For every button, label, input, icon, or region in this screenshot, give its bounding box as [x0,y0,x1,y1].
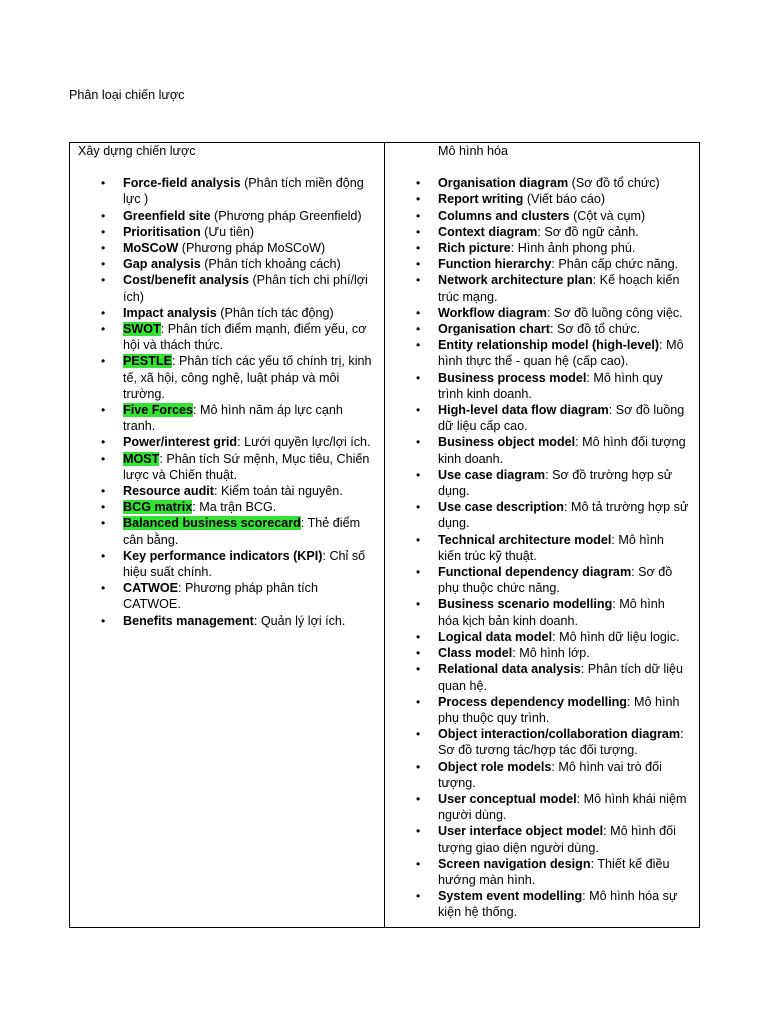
bullet-icon: • [101,613,106,628]
list-item [385,240,699,256]
item-description: (Phương pháp MoSCoW) [178,241,326,256]
item-description: : Phân cấp chức năng. [551,257,679,272]
list-item [385,272,699,304]
bullet-icon: • [101,500,106,515]
bullet-icon: • [101,354,106,369]
item-term: Prioritisation [123,224,201,239]
bullet-icon: • [416,500,421,515]
item-term: Context diagram [438,224,538,239]
item-description: : Thiết kế điều hướng màn hình. [438,856,670,887]
item-description: : Phương pháp phân tích CATWOE. [123,581,318,612]
bullet-icon: • [416,208,421,223]
item-term: System event modelling [438,889,583,904]
item-term: Use case diagram [438,467,546,482]
item-term: Functional dependency diagram [438,565,632,580]
list-item [385,856,699,888]
item-term: Workflow diagram [438,305,547,320]
item-description: : Mô hình đối tượng giao diện người dùng. [438,824,676,855]
item-description: : Hình ảnh phong phú. [510,241,636,256]
bullet-icon: • [416,662,421,677]
right-bullet-list [385,175,699,920]
bullet-icon: • [101,484,106,499]
list-item [385,321,699,337]
item-term: MoSCoW [123,241,179,256]
item-description: : Sơ đồ trường hợp sử dụng. [438,467,673,499]
bullet-icon: • [416,322,421,337]
item-description: : Mô hình kiến trúc kỹ thuật. [438,532,664,563]
item-description: : Mô hình hóa kịch bản kinh doanh. [438,597,665,628]
item-term: Use case description [438,500,564,515]
list-item [385,759,699,791]
item-description: : Mô hình dữ liệu logic. [552,629,680,644]
list-item [70,321,384,353]
item-term: CATWOE [123,581,179,596]
item-description: : Sơ đồ ngữ cảnh. [537,224,639,239]
item-description: : Sơ đồ tổ chức. [549,322,641,337]
list-item [385,564,699,596]
bullet-icon: • [416,192,421,207]
bullet-icon: • [101,305,106,320]
bullet-icon: • [416,305,421,320]
bullet-icon: • [101,257,106,272]
list-item [70,515,384,547]
item-description: : Mô hình vai trò đối tượng. [438,759,662,790]
item-term: Key performance indicators (KPI) [123,548,323,563]
item-term: Business process model [438,370,587,385]
item-description: (Phân tích miền động lực ) [123,176,364,207]
list-item [385,694,699,726]
item-description: : Mô hình thực thể - quan hệ (cấp cao). [438,338,684,369]
list-item [70,613,384,629]
item-term: Process dependency modelling [438,694,627,709]
bullet-icon: • [416,273,421,288]
bullet-icon: • [416,532,421,547]
list-item [70,256,384,272]
list-item [70,305,384,321]
list-item [385,305,699,321]
item-term: Five Forces [123,403,193,418]
list-item [385,823,699,855]
item-description: (Sơ đồ tổ chức) [568,176,660,191]
bullet-icon: • [416,727,421,742]
bullet-icon: • [416,338,421,353]
item-term: Balanced business scorecard [123,516,301,531]
list-item [385,370,699,402]
item-description: (Cột và cụm) [569,208,646,223]
left-column-cell [70,143,385,928]
item-description: : Kế hoạch kiến trúc mạng. [438,273,680,304]
list-item [385,208,699,224]
bullet-icon: • [416,889,421,904]
bullet-icon: • [416,824,421,839]
item-description: : Mô hình đối tượng kinh doanh. [438,435,686,466]
item-term: Network architecture plan [438,273,593,288]
bullet-icon: • [101,451,106,466]
document-title: Phân loại chiến lược [69,88,185,102]
item-description: : Quản lý lợi ích. [253,613,346,628]
list-item [385,402,699,434]
item-description: : Mô hình lớp. [512,646,590,661]
bullet-icon: • [416,565,421,580]
item-term: Business object model [438,435,576,450]
item-description: : Sơ đồ luồng công việc. [546,305,683,320]
item-description: (Viết báo cáo) [523,192,606,207]
item-term: Columns and clusters [438,208,570,223]
bullet-icon: • [101,273,106,288]
list-item [70,402,384,434]
list-item [385,645,699,661]
item-description: : Mô tả trường hợp sử dụng. [438,500,689,531]
bullet-icon: • [101,224,106,239]
bullet-icon: • [416,791,421,806]
list-item [385,726,699,758]
item-term: Class model [438,646,513,661]
item-term: Rich picture [438,241,511,256]
bullet-icon: • [416,176,421,191]
list-item [385,791,699,823]
item-term: Power/interest grid [123,435,238,450]
item-term: Organisation chart [438,322,550,337]
item-description: : Mô hình quy trình kinh doanh. [438,370,663,401]
item-description: : Phân tích các yếu tố chính trị, kinh tế, xã hội, công nghệ, luật pháp và môi trường. [123,354,372,401]
item-term: User interface object model [438,824,604,839]
item-description: (Ưu tiên) [200,224,255,239]
item-term: Technical architecture model [438,532,612,547]
item-term: Organisation diagram [438,176,569,191]
item-description: (Phương pháp Greenfield) [210,208,362,223]
item-term: Greenfield site [123,208,211,223]
list-item [385,337,699,369]
list-item [385,224,699,240]
list-item [70,548,384,580]
list-item [70,224,384,240]
list-item [385,256,699,272]
bullet-icon: • [416,435,421,450]
item-description: : Chỉ số hiệu suất chính. [123,548,366,580]
bullet-icon: • [416,629,421,644]
item-description: : Kiểm toán tài nguyên. [213,484,343,499]
list-item [385,191,699,207]
item-term: Resource audit [123,484,214,499]
item-description: : Mô hình năm áp lực cạnh tranh. [123,403,343,434]
item-term: Screen navigation design [438,856,591,871]
list-item [70,434,384,450]
item-description: : Mô hình khái niệm người dùng. [438,791,687,823]
item-description: : Sơ đồ tương tác/hợp tác đối tượng. [438,727,684,758]
list-item [385,888,699,920]
bullet-icon: • [416,224,421,239]
item-description: : Sơ đồ phụ thuộc chức năng. [438,565,673,596]
bullet-icon: • [101,516,106,531]
item-term: BCG matrix [123,500,193,515]
item-term: Logical data model [438,629,553,644]
item-term: Object interaction/collaboration diagram [438,727,681,742]
table-row [70,143,700,928]
item-term: Entity relationship model (high-level) [438,338,660,353]
item-description: : Phân tích điểm mạnh, điểm yếu, cơ hội và thách thức. [123,322,367,353]
list-item [70,208,384,224]
item-term: Benefits management [123,613,254,628]
bullet-icon: • [416,370,421,385]
right-column-cell [385,143,700,928]
list-item [385,175,699,191]
item-term: Force-field analysis [123,176,241,191]
bullet-icon: • [101,208,106,223]
list-item [385,434,699,466]
item-term: Business scenario modelling [438,597,613,612]
strategy-table [69,142,700,928]
bullet-icon: • [416,241,421,256]
bullet-icon: • [101,581,106,596]
item-description: : Phân tích Sứ mệnh, Mục tiêu, Chiến lược và Chiến thuật. [123,451,370,482]
item-term: Gap analysis [123,257,201,272]
item-description: : Ma trận BCG. [192,500,277,515]
item-description: : Sơ đồ luồng dữ liệu cấp cao. [438,403,685,434]
item-term: User conceptual model [438,791,577,806]
item-description: : Mô hình phụ thuộc quy trình. [438,694,680,725]
item-description: (Phân tích chi phí/lợi ích) [123,273,368,304]
item-term: SWOT [123,322,161,337]
list-item [385,661,699,693]
list-item [70,499,384,515]
right-column-heading: Mô hình hóa [438,144,509,158]
list-item [70,240,384,256]
item-term: Cost/benefit analysis [123,273,249,288]
bullet-icon: • [101,403,106,418]
bullet-icon: • [416,646,421,661]
list-item [70,483,384,499]
list-item [70,175,384,207]
item-description: : Thẻ điểm cân bằng. [123,516,361,547]
list-item [70,451,384,483]
bullet-icon: • [416,597,421,612]
list-item [385,596,699,628]
item-description: (Phân tích khoảng cách) [200,257,341,272]
left-bullet-list [70,175,384,629]
item-description: : Phân tích dữ liệu quan hệ. [438,662,684,693]
item-term: Function hierarchy [438,257,552,272]
list-item [385,467,699,499]
item-description: : Mô hình hóa sự kiện hệ thống. [438,889,678,920]
list-item [385,499,699,531]
item-term: Relational data analysis [438,662,581,677]
bullet-icon: • [101,322,106,337]
item-term: Report writing [438,192,524,207]
list-item [70,353,384,402]
bullet-icon: • [101,548,106,563]
bullet-icon: • [416,257,421,272]
list-item [70,580,384,612]
list-item [385,532,699,564]
bullet-icon: • [101,176,106,191]
left-column-heading: Xây dựng chiến lược [78,144,196,158]
bullet-icon: • [416,856,421,871]
item-term: Impact analysis [123,305,217,320]
list-item [385,629,699,645]
bullet-icon: • [416,694,421,709]
bullet-icon: • [416,467,421,482]
item-term: PESTLE [123,354,172,369]
item-term: Object role models [438,759,552,774]
item-term: MOST [123,451,160,466]
item-term: High-level data flow diagram [438,403,609,418]
bullet-icon: • [101,241,106,256]
bullet-icon: • [101,435,106,450]
item-description: (Phân tích tác động) [216,305,334,320]
bullet-icon: • [416,403,421,418]
list-item [70,272,384,304]
bullet-icon: • [416,759,421,774]
item-description: : Lưới quyền lực/lợi ích. [237,435,371,450]
